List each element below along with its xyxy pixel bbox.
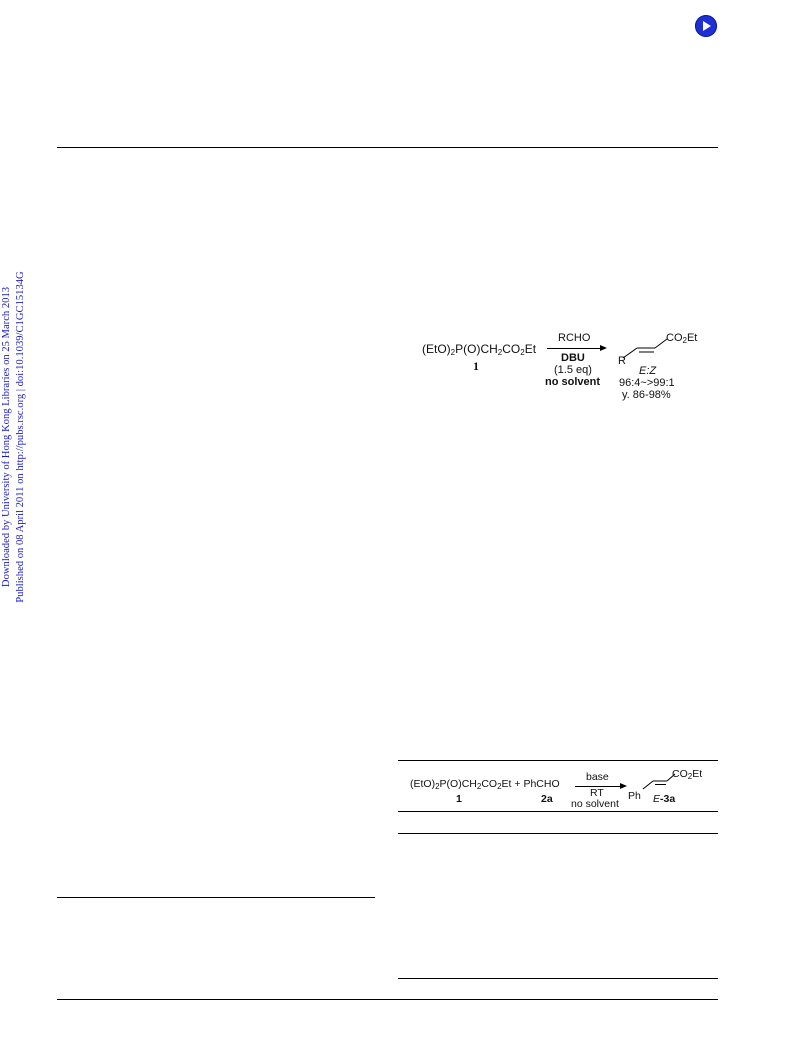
- reagent-sub: 2: [497, 348, 503, 357]
- reagent-sub: 2: [476, 782, 482, 791]
- scheme1-reagent: [422, 342, 536, 356]
- table-bottom-rule: [398, 978, 718, 979]
- footnote-rule: [57, 897, 375, 898]
- scheme1-base: DBU: [561, 352, 585, 364]
- play-triangle: [703, 21, 711, 31]
- table-solvent: no solvent: [571, 798, 619, 810]
- product-number: -3a: [660, 793, 676, 805]
- product-part: Et: [686, 332, 698, 344]
- reagent-part: CO: [481, 778, 498, 790]
- table-reagent: [410, 778, 560, 790]
- product-part: Et: [692, 768, 703, 780]
- reagent-part: P(O)CH: [439, 778, 477, 790]
- table-header-rule: [398, 833, 718, 834]
- table-product-label: [653, 793, 675, 805]
- product-sub: 2: [687, 772, 693, 781]
- table-compound-2a: 2a: [541, 793, 553, 805]
- product-sub: 2: [682, 336, 687, 345]
- table-top-rule: [398, 760, 718, 761]
- table-above-arrow: base: [586, 771, 609, 783]
- product-part: CO: [666, 332, 683, 344]
- reagent-part: P(O)CH: [455, 342, 498, 356]
- table-mid-rule: [398, 811, 718, 812]
- product-prefix: E: [653, 793, 661, 805]
- scheme1-product-ester: [666, 332, 697, 344]
- reagent-part: Et: [501, 778, 512, 790]
- side-note: [0, 269, 28, 605]
- reagent-part: Et: [524, 342, 537, 356]
- table-phenyl: Ph: [628, 790, 641, 802]
- scheme1-ez-ratio: 96:4~>99:1: [619, 377, 675, 389]
- reagent-sub: 2: [520, 348, 525, 357]
- publication-note[interactable]: Published on 08 April 2011 on http://pubs.rsc.org | doi:10.1039/C1GC15134G: [15, 271, 26, 603]
- scheme1-r-group: R: [618, 355, 626, 367]
- reaction-arrow: [547, 348, 605, 349]
- reagent-part: (EtO): [410, 778, 436, 790]
- download-note[interactable]: Downloaded by University of Hong Kong Libraries on 25 March 2013: [1, 286, 12, 588]
- reagent-part: CO: [502, 342, 521, 356]
- scheme1-ez-label: E:Z: [639, 365, 657, 377]
- scheme1-above-arrow: RCHO: [558, 332, 591, 344]
- play-icon[interactable]: [695, 15, 717, 37]
- table-scheme: [398, 763, 718, 811]
- scheme1-equiv: (1.5 eq): [554, 364, 592, 376]
- reagent-sub: 2: [435, 782, 440, 791]
- scheme1-compound-number: 1: [473, 359, 479, 373]
- reagent-part: (EtO): [422, 342, 451, 356]
- table-temperature: RT: [590, 787, 604, 799]
- footer-rule: [57, 999, 718, 1000]
- header-rule: [57, 147, 718, 148]
- aldehyde: PhCHO: [523, 778, 560, 790]
- table-compound-1: 1: [456, 793, 462, 805]
- reagent-sub: 2: [497, 782, 502, 791]
- scheme1-condition: no solvent: [545, 376, 601, 388]
- product-part: CO: [672, 768, 688, 780]
- plus-sign: +: [514, 778, 521, 790]
- scheme1-yield: y. 86-98%: [622, 389, 671, 401]
- reagent-sub: 2: [450, 348, 456, 357]
- table-product-ester: [672, 768, 702, 780]
- scheme-1: [400, 320, 720, 420]
